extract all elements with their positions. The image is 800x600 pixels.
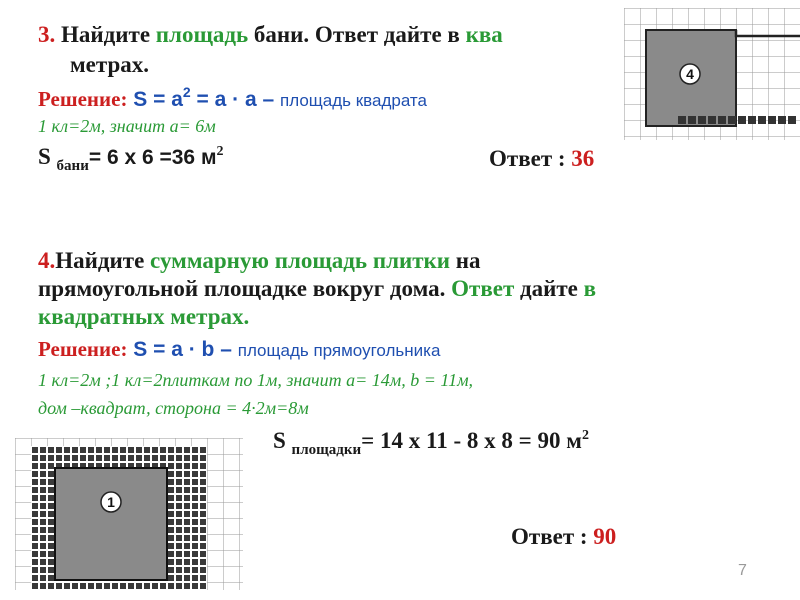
problem3-answer-value: 36: [571, 146, 595, 171]
problem4-calculation: S $_{площадки}$= 14 х 11 - 8 х 8 = 90 $м^2$: [273, 428, 589, 458]
problem4-answer: Ответ : 90: [511, 524, 617, 549]
problem4-title-line1: 4.Найдите суммарную площадь плитки на: [38, 248, 481, 273]
problem4-solution: Решение: S = a · b – площадь прямоугольника: [38, 337, 441, 361]
formula-description: площадь квадрата: [280, 91, 427, 110]
problem4-cell-note: 1 кл=2м ;1 кл=2плиткам по 1м, значит a= 14м, b = 11м,: [38, 370, 474, 390]
figure-4-label: 4: [686, 66, 694, 82]
problem4-title-line3: квадратных метрах.: [38, 304, 250, 329]
solution-label: Решение:: [38, 87, 128, 111]
problem3-solution: Решение: $S = a^2 = a \cdot a$ – площадь квадрата: [38, 84, 427, 111]
page-number: 7: [738, 562, 747, 579]
figure-1-label: 1: [107, 494, 115, 510]
bath-grid-figure: [624, 8, 800, 140]
problem3-answer: Ответ : 36: [489, 146, 595, 171]
plot-grid-svg: [15, 438, 243, 590]
plot-grid-figure: [15, 438, 243, 590]
problem3-title: 3. Найдите площадь бани. Ответ дайте в ква: [38, 22, 503, 47]
problem4-number: 4.: [38, 248, 56, 273]
problem3-cell-note: 1 кл=2м, значит a= 6м: [38, 116, 216, 136]
problem4-house-note: дом –квадрат, сторона = 4·2м=8м: [38, 398, 309, 418]
problem3-calculation: S $_{бани}$= 6 х 6 =36 $м^2$: [38, 144, 224, 174]
problem4-answer-value: 90: [593, 524, 617, 549]
problem3-title-line2: метрах.: [70, 52, 149, 77]
problem3-number: 3.: [38, 22, 56, 47]
house-square: [55, 468, 167, 580]
problem4-title-line2: прямоугольной площадке вокруг дома. Ответ дайте в: [38, 276, 597, 301]
bath-grid-svg: [624, 8, 800, 140]
